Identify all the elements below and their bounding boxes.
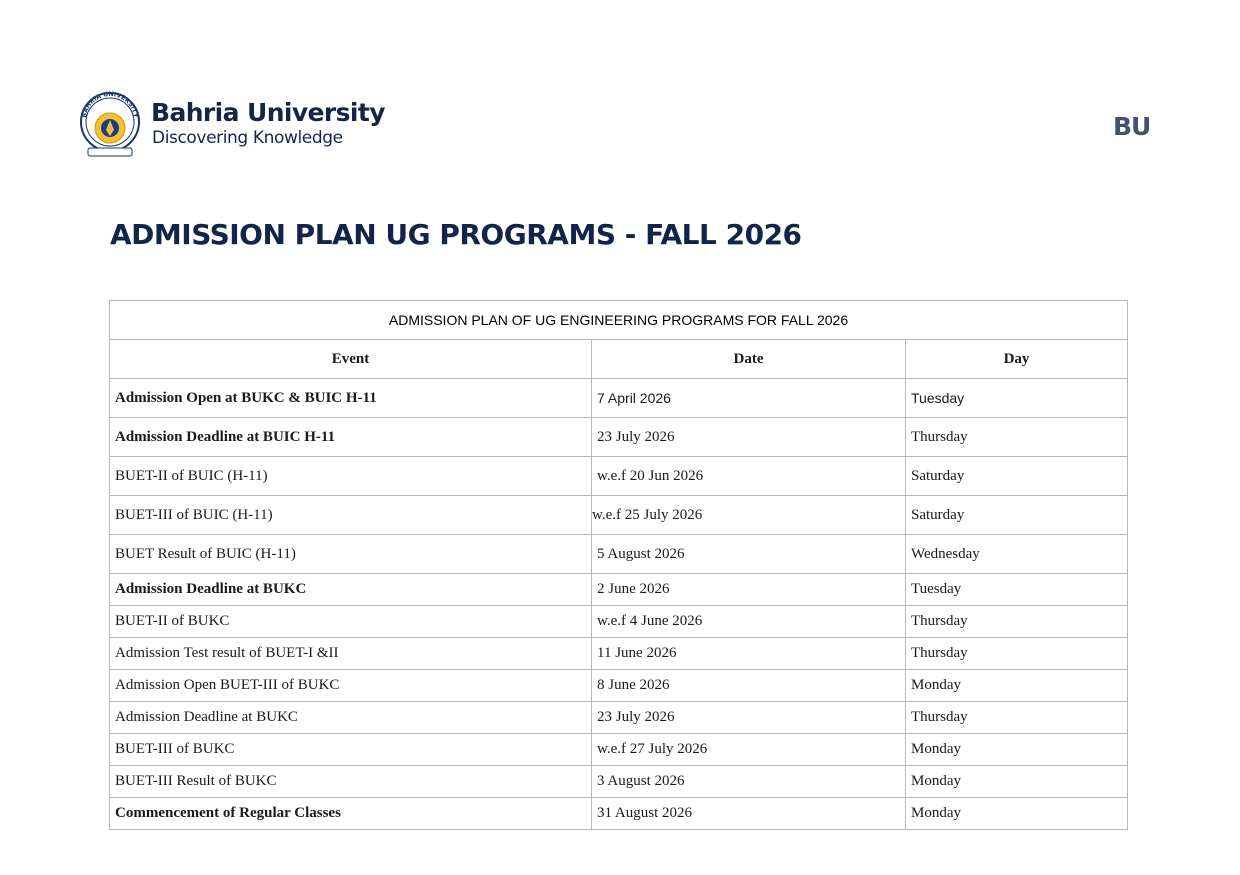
day-cell: Monday <box>906 670 1128 702</box>
date-cell: 3 August 2026 <box>592 766 906 798</box>
day-cell: Wednesday <box>906 535 1128 574</box>
university-name: Bahria University <box>151 98 385 127</box>
date-cell: 8 June 2026 <box>592 670 906 702</box>
event-cell: BUET-II of BUIC (H-11) <box>110 457 592 496</box>
admission-plan-table <box>109 300 1128 830</box>
date-cell: 23 July 2026 <box>592 702 906 734</box>
day-cell: Tuesday <box>906 379 1128 418</box>
day-cell: Thursday <box>906 702 1128 734</box>
table-row <box>110 457 1128 496</box>
table-row <box>110 766 1128 798</box>
event-cell: Commencement of Regular Classes <box>110 798 592 830</box>
day-cell: Thursday <box>906 606 1128 638</box>
page-title: ADMISSION PLAN UG PROGRAMS - FALL 2026 <box>110 218 802 251</box>
date-cell: 7 April 2026 <box>592 379 906 418</box>
date-cell: w.e.f 4 June 2026 <box>592 606 906 638</box>
logo-arc-text: BAHRIA UNIVERSITY <box>81 90 139 119</box>
table-row <box>110 574 1128 606</box>
date-cell: 5 August 2026 <box>592 535 906 574</box>
event-cell: Admission Open BUET-III of BUKC <box>110 670 592 702</box>
university-tagline: Discovering Knowledge <box>152 128 343 148</box>
column-header-event: Event <box>110 340 592 379</box>
event-cell: BUET-III of BUKC <box>110 734 592 766</box>
day-cell: Saturday <box>906 457 1128 496</box>
table-row <box>110 798 1128 830</box>
event-cell: Admission Deadline at BUKC <box>110 574 592 606</box>
table-row <box>110 702 1128 734</box>
day-cell: Monday <box>906 766 1128 798</box>
event-cell: BUET-III of BUIC (H-11) <box>110 496 592 535</box>
column-header-date: Date <box>592 340 906 379</box>
day-cell: Monday <box>906 734 1128 766</box>
event-cell: BUET Result of BUIC (H-11) <box>110 535 592 574</box>
day-cell: Saturday <box>906 496 1128 535</box>
date-cell: 23 July 2026 <box>592 418 906 457</box>
table-row <box>110 670 1128 702</box>
event-cell: Admission Deadline at BUKC <box>110 702 592 734</box>
table-row <box>110 535 1128 574</box>
event-cell: Admission Test result of BUET-I &II <box>110 638 592 670</box>
date-cell: 31 August 2026 <box>592 798 906 830</box>
table-caption: ADMISSION PLAN OF UG ENGINEERING PROGRAMS FOR FALL 2026 <box>110 301 1128 340</box>
university-logo <box>78 90 142 160</box>
bu-corner-mark: BU <box>1113 112 1151 141</box>
table-row <box>110 734 1128 766</box>
event-cell: BUET-II of BUKC <box>110 606 592 638</box>
date-cell: 11 June 2026 <box>592 638 906 670</box>
day-cell: Tuesday <box>906 574 1128 606</box>
event-cell: Admission Open at BUKC & BUIC H-11 <box>110 379 592 418</box>
date-cell: 2 June 2026 <box>592 574 906 606</box>
day-cell: Monday <box>906 798 1128 830</box>
event-cell: Admission Deadline at BUIC H-11 <box>110 418 592 457</box>
date-cell: w.e.f 27 July 2026 <box>592 734 906 766</box>
event-cell: BUET-III Result of BUKC <box>110 766 592 798</box>
table-row <box>110 638 1128 670</box>
date-cell: w.e.f 25 July 2026 <box>592 496 906 535</box>
day-cell: Thursday <box>906 418 1128 457</box>
table-row <box>110 496 1128 535</box>
date-cell: w.e.f 20 Jun 2026 <box>592 457 906 496</box>
table-row <box>110 606 1128 638</box>
table-row <box>110 379 1128 418</box>
table-row <box>110 418 1128 457</box>
table-header-row <box>110 340 1128 379</box>
column-header-day: Day <box>906 340 1128 379</box>
day-cell: Thursday <box>906 638 1128 670</box>
